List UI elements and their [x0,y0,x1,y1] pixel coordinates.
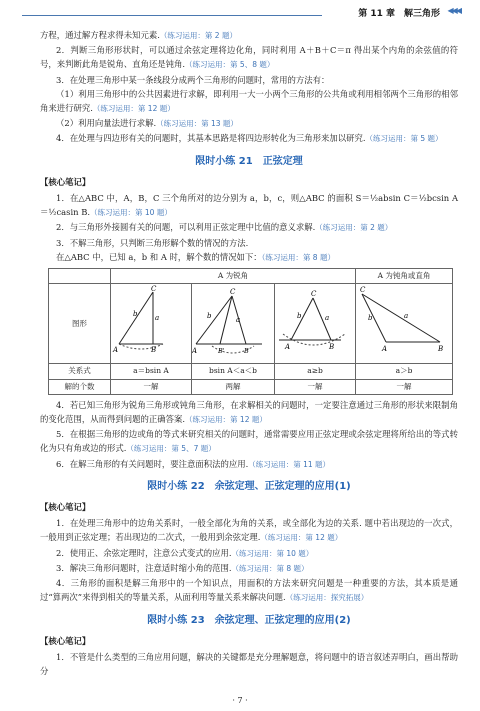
paragraph [40,576,458,605]
paragraph [40,73,458,87]
svg-text:a: a [325,314,330,323]
paragraph [40,116,458,131]
svg-text:b: b [207,312,212,321]
section-21-paragraphs [40,191,458,265]
paragraph [40,650,458,678]
row-label-count: 解的个数 [49,379,111,394]
relation-cell: a≥b [275,364,356,379]
svg-text:A: A [113,346,119,355]
figure-one-solution [111,284,192,364]
figure-two-solutions [192,284,275,364]
arrow-icon: ◀◀◀ [447,6,460,15]
svg-text:b: b [368,314,373,323]
paragraph-text: 4．在处理与四边形有关的问题时，其基本思路是将四边形转化为三角形来加以研究. [56,133,366,144]
exercise-reference: （练习运用：第 8 题） [261,252,335,262]
svg-text:A: A [192,347,198,356]
paragraph [40,28,458,43]
exercise-reference: （练习运用：第 12 题） [185,415,267,425]
exercise-reference: （练习运用：第 13 题） [156,119,238,129]
exercise-reference: （练习运用：第 5、8 题） [185,60,275,70]
svg-text:C: C [151,285,157,294]
page-header [0,0,480,22]
paragraph-text: 1．在处理三角形中的边角关系时，一般全部化为角的关系，或全部化为边的关系. 题中若出现边的一次式，一般用到正弦定理；若出现边的二次式，一般用到余弦定理. [40,518,458,543]
solutions-table [48,268,453,395]
paragraph [40,398,458,427]
paragraph [40,43,458,72]
exercise-reference: （练习运用：第 11 题） [248,459,331,469]
paragraph [40,236,458,250]
svg-text:A: A [285,343,291,352]
count-cell: 一解 [356,379,453,394]
exercise-reference: （练习运用：第 8 题） [231,563,309,573]
paragraph [40,427,458,456]
svg-text:A: A [382,345,388,354]
figure-obtuse [356,284,453,364]
exercise-reference: （练习运用：第 10 题） [231,548,314,558]
table-corner [49,269,111,284]
paragraph [40,87,458,116]
exercise-reference: （练习运用：第 5 题） [365,134,443,144]
exercise-reference: （练习运用：第 2 题） [315,223,393,233]
core-notes-heading: 【核心笔记】 [40,635,91,646]
svg-text:B: B [151,346,157,355]
paragraph [40,561,458,576]
section-22-paragraphs [40,516,458,605]
section-title-21: 限时小练 21 正弦定理 [195,155,303,167]
paragraph [40,516,458,545]
paragraph [40,220,458,235]
svg-text:B: B [329,343,335,352]
exercise-reference: （练习运用：探究拓展） [285,593,369,603]
paragraph-text: 1．在△ABC 中，A，B，C 三个角所对的边分别为 a，b，c，则△ABC 的面积 S＝½absin C＝½bcsin A＝½casin B. [40,193,458,218]
paragraph-text: 方程，通过解方程求得未知元素. [40,30,160,40]
row-label-relation: 关系式 [49,364,111,379]
row-label-figure: 图形 [49,284,111,364]
relation-cell: bsin A＜a＜b [192,364,275,379]
svg-text:C: C [360,286,366,295]
section-title-22: 限时小练 22 余弦定理、正弦定理的应用(1) [147,480,351,492]
paragraph-text: 5．在根据三角形的边或角的等式来研究相关的问题时，通常需要应用正弦定理或余弦定理将所给出的等式转化为只有角或边的形式. [40,429,458,454]
section-23-paragraphs [40,650,458,678]
count-cell: 一解 [111,379,192,394]
paragraph-text: 3．不解三角形，只判断三角形解个数的情况的方法. [56,237,249,248]
figure-a-ge-b [275,284,356,364]
paragraph-text: （2）利用向量法进行求解. [56,118,157,129]
svg-text:C: C [230,288,236,297]
svg-text:B: B [438,345,444,354]
relation-cell: a＝bsin A [111,364,192,379]
paragraph-text: 1．不管是什么类型的三角应用问题，解决的关键都是充分理解题意，将问题中的语言叙述弄明白，画出帮助分 [40,651,458,677]
count-cell: 两解 [192,379,275,394]
paragraph [40,131,458,146]
intro-paragraphs [40,28,458,147]
svg-text:B: B [244,347,249,356]
relation-cell: a＞b [356,364,453,379]
exercise-reference: （练习运用：第 12 题） [260,533,343,543]
paragraph-text: 3．在处理三角形中某一条线段分成两个三角形的问题时，常用的方法有： [56,74,330,85]
exercise-reference: （练习运用：第 12 题） [92,104,175,114]
section-21-more-paragraphs [40,398,458,472]
svg-text:a: a [155,314,160,323]
core-notes-heading: 【核心笔记】 [40,176,91,187]
paragraph [40,250,458,265]
exercise-reference: （练习运用：第 2 题） [159,31,237,40]
svg-text:b: b [133,310,138,319]
paragraph [40,546,458,561]
section-title-23: 限时小练 23 余弦定理、正弦定理的应用(2) [147,614,351,626]
chapter-title: 第 11 章 解三角形 [358,9,440,19]
svg-text:a: a [236,316,241,325]
paragraph [40,457,458,472]
svg-text:C: C [311,290,317,299]
paragraph [40,191,458,220]
paragraph-text: 4．若已知三角形为锐角三角形或钝角三角形，在求解相关的问题时，一定要注意通过三角形的形状来限制角的变化范围，从而得到问题的正确答案. [40,399,458,425]
svg-text:a: a [404,312,409,321]
paragraph-text: 3．解决三角形问题时，注意适时缩小角的范围. [56,562,232,573]
paragraph-text: 2．判断三角形形状时，可以通过余弦定理将边化角，同时利用 A＋B＋C＝π 得出某个内角的余弦值的符号，来判断此角是锐角、直角还是钝角. [40,45,458,70]
paragraph-text: 2．与三角形外接圆有关的问题，可以利用正弦定理中比值的意义求解. [56,222,316,233]
header-rule [22,15,322,16]
paragraph-text: 4．三角形的面积是解三角形中的一个知识点，用面积的方法来研究问题是一种重要的方法，其本质是通过“算两次”来得到相关的等量关系，从面利用等量关系来解决问题. [40,578,458,603]
page-number: · 7 · [232,696,248,705]
paragraph-text: 2．使用正、余弦定理时，注意公式变式的应用. [56,547,232,558]
paragraph-text: 6．在解三角形的有关问题时，要注意面积法的应用. [56,458,249,469]
core-notes-heading: 【核心笔记】 [40,502,91,513]
count-cell: 一解 [275,379,356,394]
svg-text:B': B' [218,347,225,356]
paragraph-text: （1）利用三角形中的公共因素进行求解，即利用一大一小两个三角形的公共角或利用相邻两个三角形的相邻角来进行研究. [40,88,458,114]
paragraph-text: 在△ABC 中，已知 a，b 和 A 时，解个数的情况如下： [56,251,262,262]
header-obtuse: A 为钝角或直角 [356,269,453,284]
page-body [40,28,458,678]
exercise-reference: （练习运用：第 10 题） [90,208,172,218]
header-acute: A 为锐角 [111,269,356,284]
svg-text:b: b [297,312,302,321]
exercise-reference: （练习运用：第 5、7 题） [126,444,216,454]
